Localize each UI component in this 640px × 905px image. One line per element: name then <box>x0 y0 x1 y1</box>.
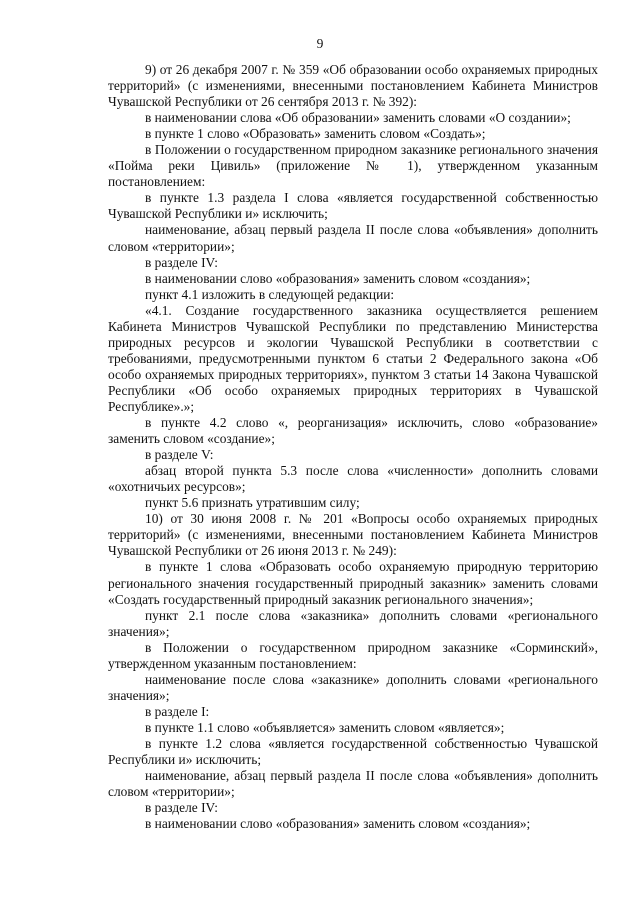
paragraph: в разделе V: <box>145 447 214 463</box>
paragraph: в разделе IV: <box>145 800 218 816</box>
paragraph: в пункте 1 слова «Образовать особо охраняемую природную территорию регионального значения государственный природный заказник» заменить словами «Создать государственный природный заказник регионального значения»; <box>108 559 598 607</box>
paragraph: в разделе IV: <box>145 254 218 270</box>
paragraph: в наименовании слово «образования» заменить словом «создания»; <box>145 270 531 286</box>
paragraph: в пункте 4.2 слово «, реорганизация» исключить, слово «образование» заменить словом «создание»; <box>108 415 598 447</box>
paragraph: в наименовании слово «образования» заменить словом «создания»; <box>145 816 531 832</box>
paragraph: абзац второй пункта 5.3 после слова «численности» дополнить словами «охотничьих ресурсов»; <box>108 463 598 495</box>
paragraph: 9) от 26 декабря 2007 г. № 359 «Об образовании особо охраняемых природных территорий» (с изменениями, внесенными постановлением Кабинета Министров Чувашской Республики от 26 сентября 2013 г. № 392): <box>108 62 598 110</box>
paragraph: в Положении о государственном природном заказнике регионального значения «Пойма реки Цивиль» (приложение № 1), утвержденном указанным постановлением: <box>108 142 598 190</box>
paragraph: в пункте 1.3 раздела I слова «является государственной собственностью Чувашской Республики и» исключить; <box>108 190 598 222</box>
page-number: 9 <box>316 36 324 51</box>
paragraph: «4.1. Создание государственного заказника осуществляется решением Кабинета Министров Чувашской Республики по представлению Министерства природных ресурсов и экологии Чувашской Республики в соответствии с требованиями, предусмотренными пунктом 6 статьи 2 Федерального закона «Об особо охраняемых природных территориях», пунктом 3 статьи 14 Закона Чувашской Республики «Об особо охраняемых природных территориях в Чувашской Республике».»; <box>108 302 598 414</box>
paragraph: в пункте 1.2 слова «является государственной собственностью Чувашской Республики и» исключить; <box>108 735 598 768</box>
paragraph: пункт 5.6 признать утратившим силу; <box>145 495 360 511</box>
paragraph: в пункте 1.1 слово «объявляется» заменить словом «является»; <box>145 719 505 735</box>
paragraph: в Положении о государственном природном заказнике «Сорминский», утвержденном указанным постановлением: <box>108 639 598 671</box>
paragraph: в пункте 1 слово «Образовать» заменить словом «Создать»; <box>145 126 486 142</box>
paragraph: наименование после слова «заказнике» дополнить словами «регионального значения»; <box>108 671 598 703</box>
paragraph: наименование, абзац первый раздела II после слова «объявления» дополнить словом «территории»; <box>108 222 598 254</box>
document-body <box>108 62 598 832</box>
paragraph: наименование, абзац первый раздела II после слова «объявления» дополнить словом «территории»; <box>108 768 598 800</box>
paragraph: пункт 4.1 изложить в следующей редакции: <box>145 286 395 302</box>
paragraph: в наименовании слова «Об образовании» заменить словами «О создании»; <box>145 110 571 126</box>
paragraph: 10) от 30 июня 2008 г. № 201 «Вопросы особо охраняемых природных территорий» (с изменениями, внесенными постановлением Кабинета Министров Чувашской Республики от 26 июня 2013 г. № 249): <box>108 511 598 559</box>
paragraph: пункт 2.1 после слова «заказника» дополнить словами «регионального значения»; <box>108 607 598 639</box>
paragraph: в разделе I: <box>145 703 210 719</box>
